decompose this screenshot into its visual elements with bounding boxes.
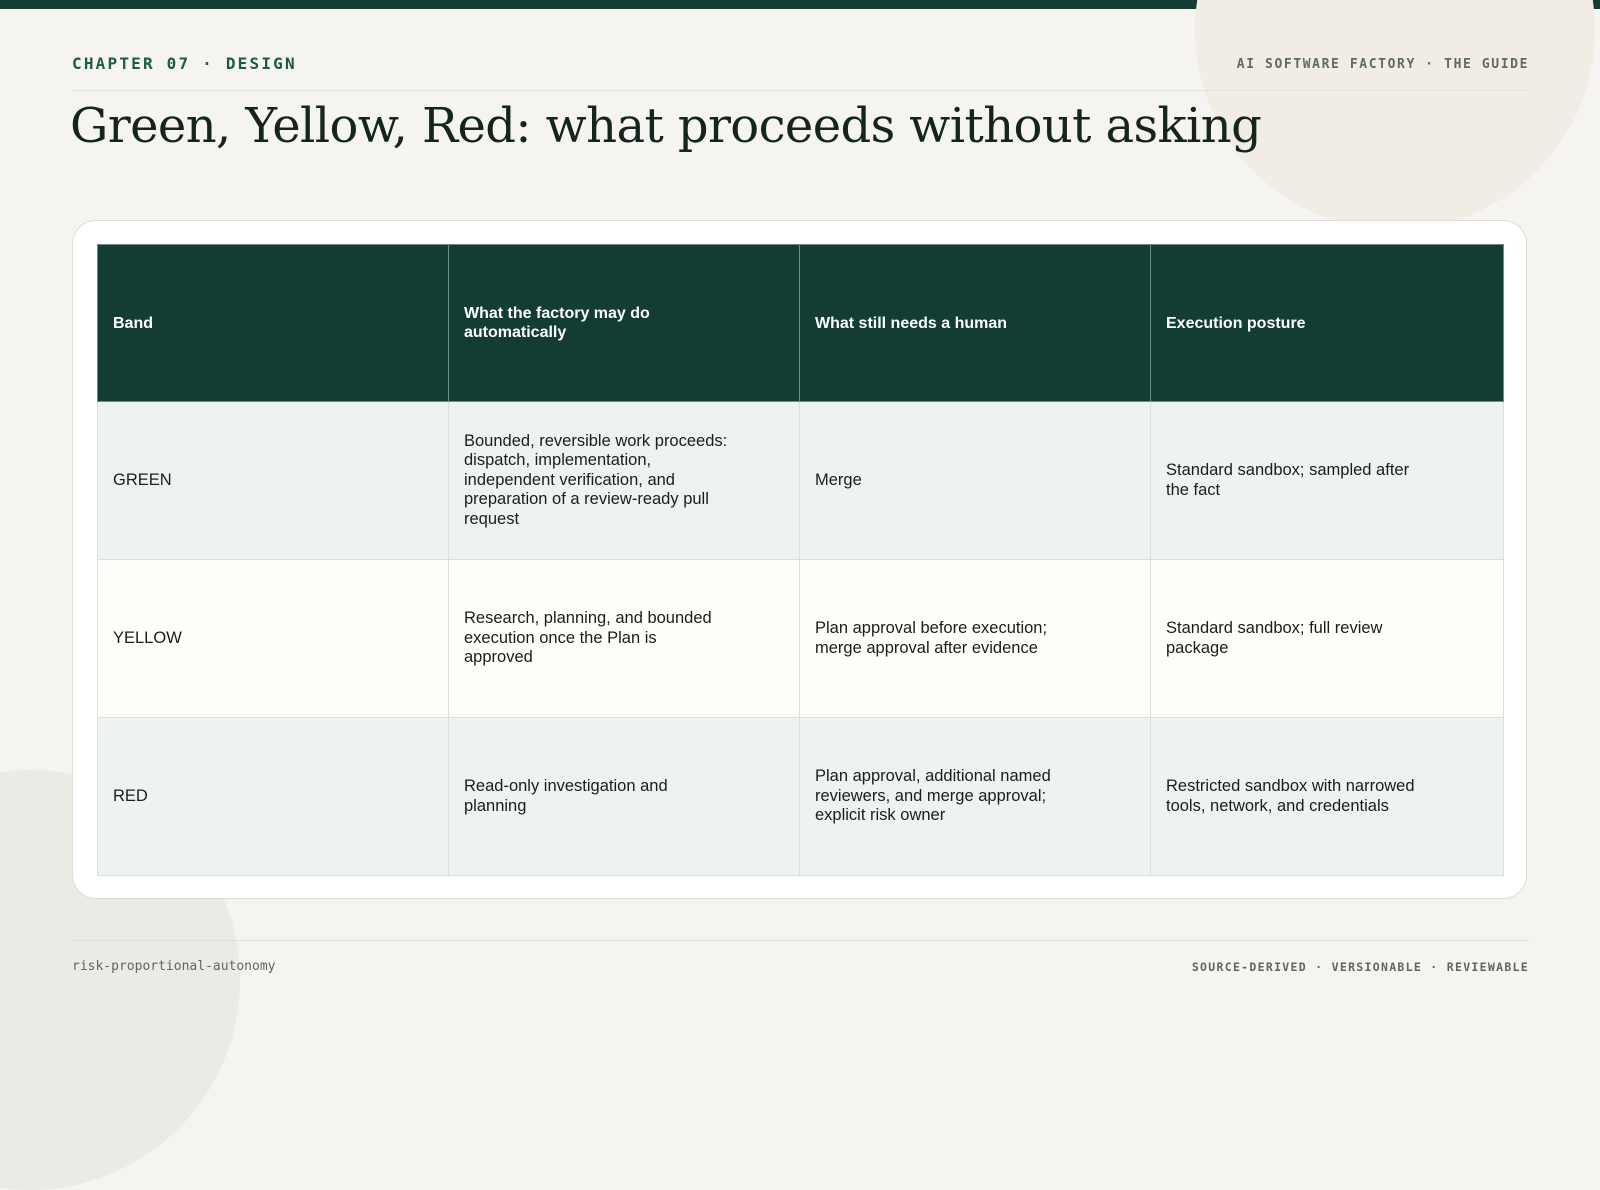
chapter-kicker: CHAPTER 07 · DESIGN	[72, 54, 297, 73]
band-cell: YELLOW	[98, 560, 449, 718]
table-header-row	[98, 245, 1504, 402]
human-cell: Merge	[800, 402, 1151, 560]
header-divider	[72, 90, 1529, 91]
band-cell: GREEN	[98, 402, 449, 560]
table-row-yellow	[98, 560, 1504, 718]
automatic-cell: Research, planning, and bounded execution once the Plan is approved	[449, 560, 800, 718]
page-title: Green, Yellow, Red: what proceeds without asking	[70, 98, 1262, 154]
automatic-cell: Bounded, reversible work proceeds: dispatch, implementation, independent verification, and preparation of a review-ready pull request	[449, 402, 800, 560]
column-header-band: Band	[98, 245, 449, 402]
human-cell: Plan approval, additional named reviewers, and merge approval; explicit risk owner	[800, 718, 1151, 876]
guide-brand: AI SOFTWARE FACTORY · THE GUIDE	[1236, 57, 1529, 72]
band-cell: RED	[98, 718, 449, 876]
footer-slug: risk-proportional-autonomy	[72, 959, 276, 974]
footer-divider	[72, 940, 1529, 941]
footer-tagline: SOURCE-DERIVED · VERSIONABLE · REVIEWABLE	[1191, 960, 1529, 974]
table-row-red	[98, 718, 1504, 876]
posture-cell: Standard sandbox; full review package	[1151, 560, 1504, 718]
posture-cell: Restricted sandbox with narrowed tools, network, and credentials	[1151, 718, 1504, 876]
human-cell: Plan approval before execution; merge approval after evidence	[800, 560, 1151, 718]
column-header-posture: Execution posture	[1151, 245, 1504, 402]
table-row-green	[98, 402, 1504, 560]
column-header-human: What still needs a human	[800, 245, 1151, 402]
automatic-cell: Read-only investigation and planning	[449, 718, 800, 876]
posture-cell: Standard sandbox; sampled after the fact	[1151, 402, 1504, 560]
risk-band-table	[97, 244, 1504, 876]
column-header-automatic: What the factory may do automatically	[449, 245, 800, 402]
